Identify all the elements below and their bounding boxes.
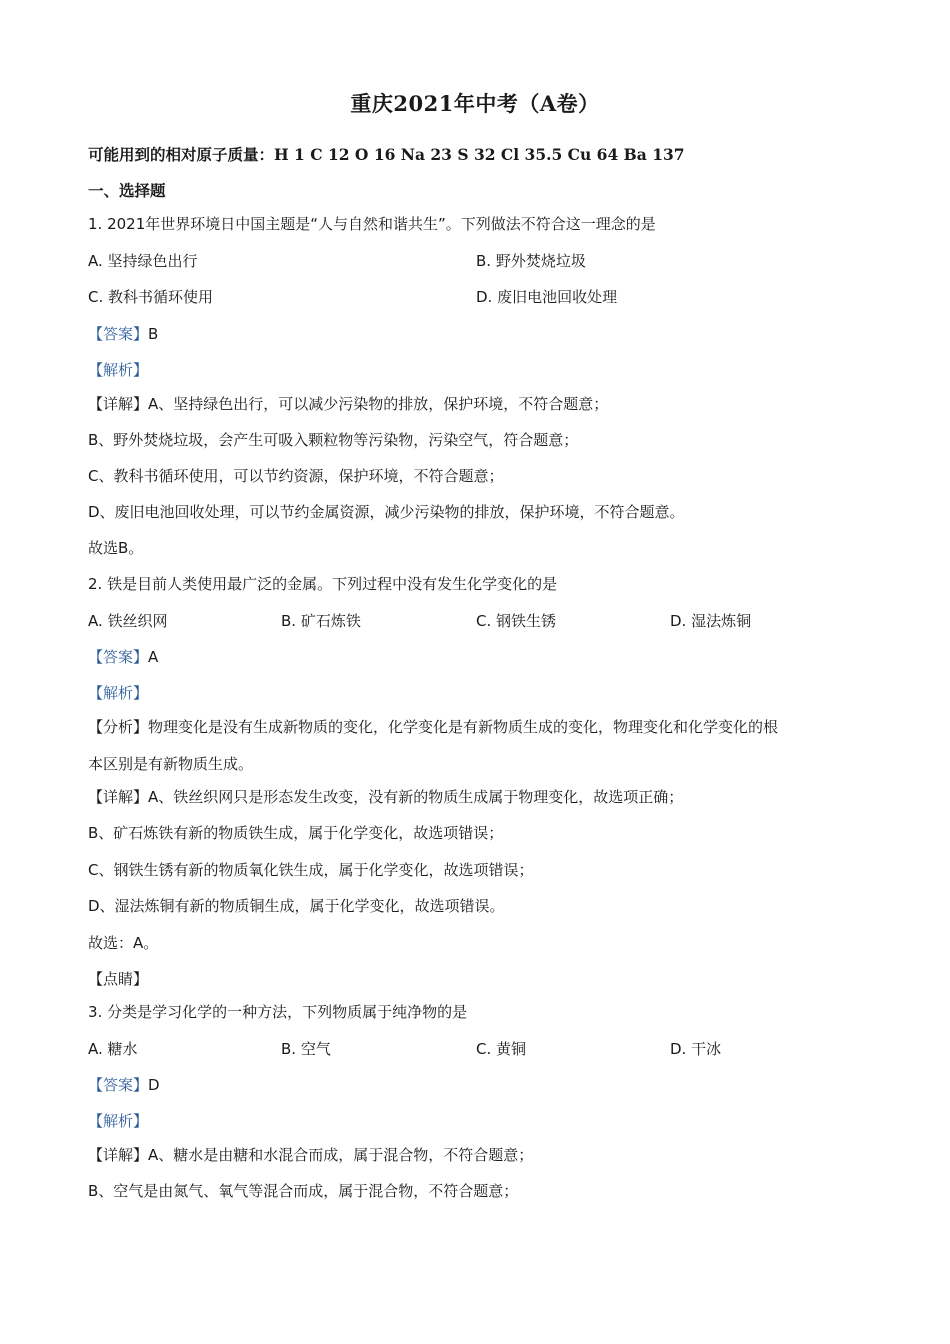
- q1-option-a: A. 坚持绿色出行: [88, 252, 198, 270]
- q1-analysis-line: 【详解】A、坚持绿色出行，可以减少污染物的排放，保护环境，不符合题意；: [88, 395, 609, 413]
- answer-tag: 【答案】: [88, 1076, 149, 1094]
- q1-option-d: D. 废旧电池回收处理: [476, 288, 618, 306]
- q2-answer: [88, 646, 868, 668]
- q2-analysis-line: 【详解】A、铁丝织网只是形态发生改变，没有新的物质生成属于物理变化，故选项正确；: [88, 788, 684, 806]
- answer-value: B: [148, 325, 159, 343]
- q1-analysis-line: 故选B。: [88, 539, 144, 557]
- atomic-mass-line: 可能用到的相对原子质量：H 1 C 12 O 16 Na 23 S 32 Cl 35.5 Cu 64 Ba 137: [88, 145, 685, 164]
- q2-option-c: C. 钢铁生锈: [476, 612, 557, 630]
- question-3-stem: 3. 分类是学习化学的一种方法，下列物质属于纯净物的是: [88, 1003, 468, 1021]
- q3-answer: [88, 1074, 868, 1096]
- q3-analysis-tag: 【解析】: [88, 1112, 149, 1130]
- answer-tag: 【答案】: [88, 325, 149, 343]
- q3-analysis-line: B、空气是由氮气、氧气等混合而成，属于混合物，不符合题意；: [88, 1182, 519, 1200]
- q2-analysis-line: 故选：A。: [88, 934, 159, 952]
- q3-option-a: A. 糖水: [88, 1040, 138, 1058]
- q1-analysis-line: B、野外焚烧垃圾，会产生可吸入颗粒物等污染物，污染空气，符合题意；: [88, 431, 579, 449]
- q3-option-d: D. 干冰: [670, 1040, 722, 1058]
- q1-analysis-line: D、废旧电池回收处理，可以节约金属资源，减少污染物的排放，保护环境，不符合题意。: [88, 503, 685, 521]
- q2-analysis-line: 本区别是有新物质生成。: [88, 755, 254, 773]
- q2-option-b: B. 矿石炼铁: [281, 612, 361, 630]
- question-2-stem: 2. 铁是目前人类使用最广泛的金属。下列过程中没有发生化学变化的是: [88, 575, 558, 593]
- answer-value: A: [148, 648, 159, 666]
- q2-analysis-line: 【点睛】: [88, 970, 149, 988]
- document-title: 重庆2021年中考（A卷）: [350, 91, 600, 116]
- answer-value: D: [148, 1076, 160, 1094]
- answer-tag: 【答案】: [88, 648, 149, 666]
- q3-option-c: C. 黄铜: [476, 1040, 527, 1058]
- q2-analysis-line: B、矿石炼铁有新的物质铁生成，属于化学变化，故选项错误；: [88, 824, 504, 842]
- section-heading: 一、选择题: [88, 181, 166, 200]
- q2-option-d: D. 湿法炼铜: [670, 612, 752, 630]
- q2-analysis-line: 【分析】物理变化是没有生成新物质的变化，化学变化是有新物质生成的变化，物理变化和化学变化的根: [88, 718, 779, 736]
- q1-option-c: C. 教科书循环使用: [88, 288, 214, 306]
- q1-analysis-line: C、教科书循环使用，可以节约资源，保护环境，不符合题意；: [88, 467, 504, 485]
- q1-answer: [88, 323, 868, 345]
- q2-option-a: A. 铁丝织网: [88, 612, 168, 630]
- q2-analysis-tag: 【解析】: [88, 684, 149, 702]
- q3-option-b: B. 空气: [281, 1040, 331, 1058]
- q1-option-b: B. 野外焚烧垃圾: [476, 252, 586, 270]
- q2-analysis-line: C、钢铁生锈有新的物质氧化铁生成，属于化学变化，故选项错误；: [88, 861, 534, 879]
- question-1-stem: 1. 2021年世界环境日中国主题是“人与自然和谐共生”。下列做法不符合这一理念的是: [88, 215, 656, 233]
- q1-analysis-tag: 【解析】: [88, 361, 149, 379]
- q2-analysis-line: D、湿法炼铜有新的物质铜生成，属于化学变化，故选项错误。: [88, 897, 505, 915]
- q3-analysis-line: 【详解】A、糖水是由糖和水混合而成，属于混合物，不符合题意；: [88, 1146, 534, 1164]
